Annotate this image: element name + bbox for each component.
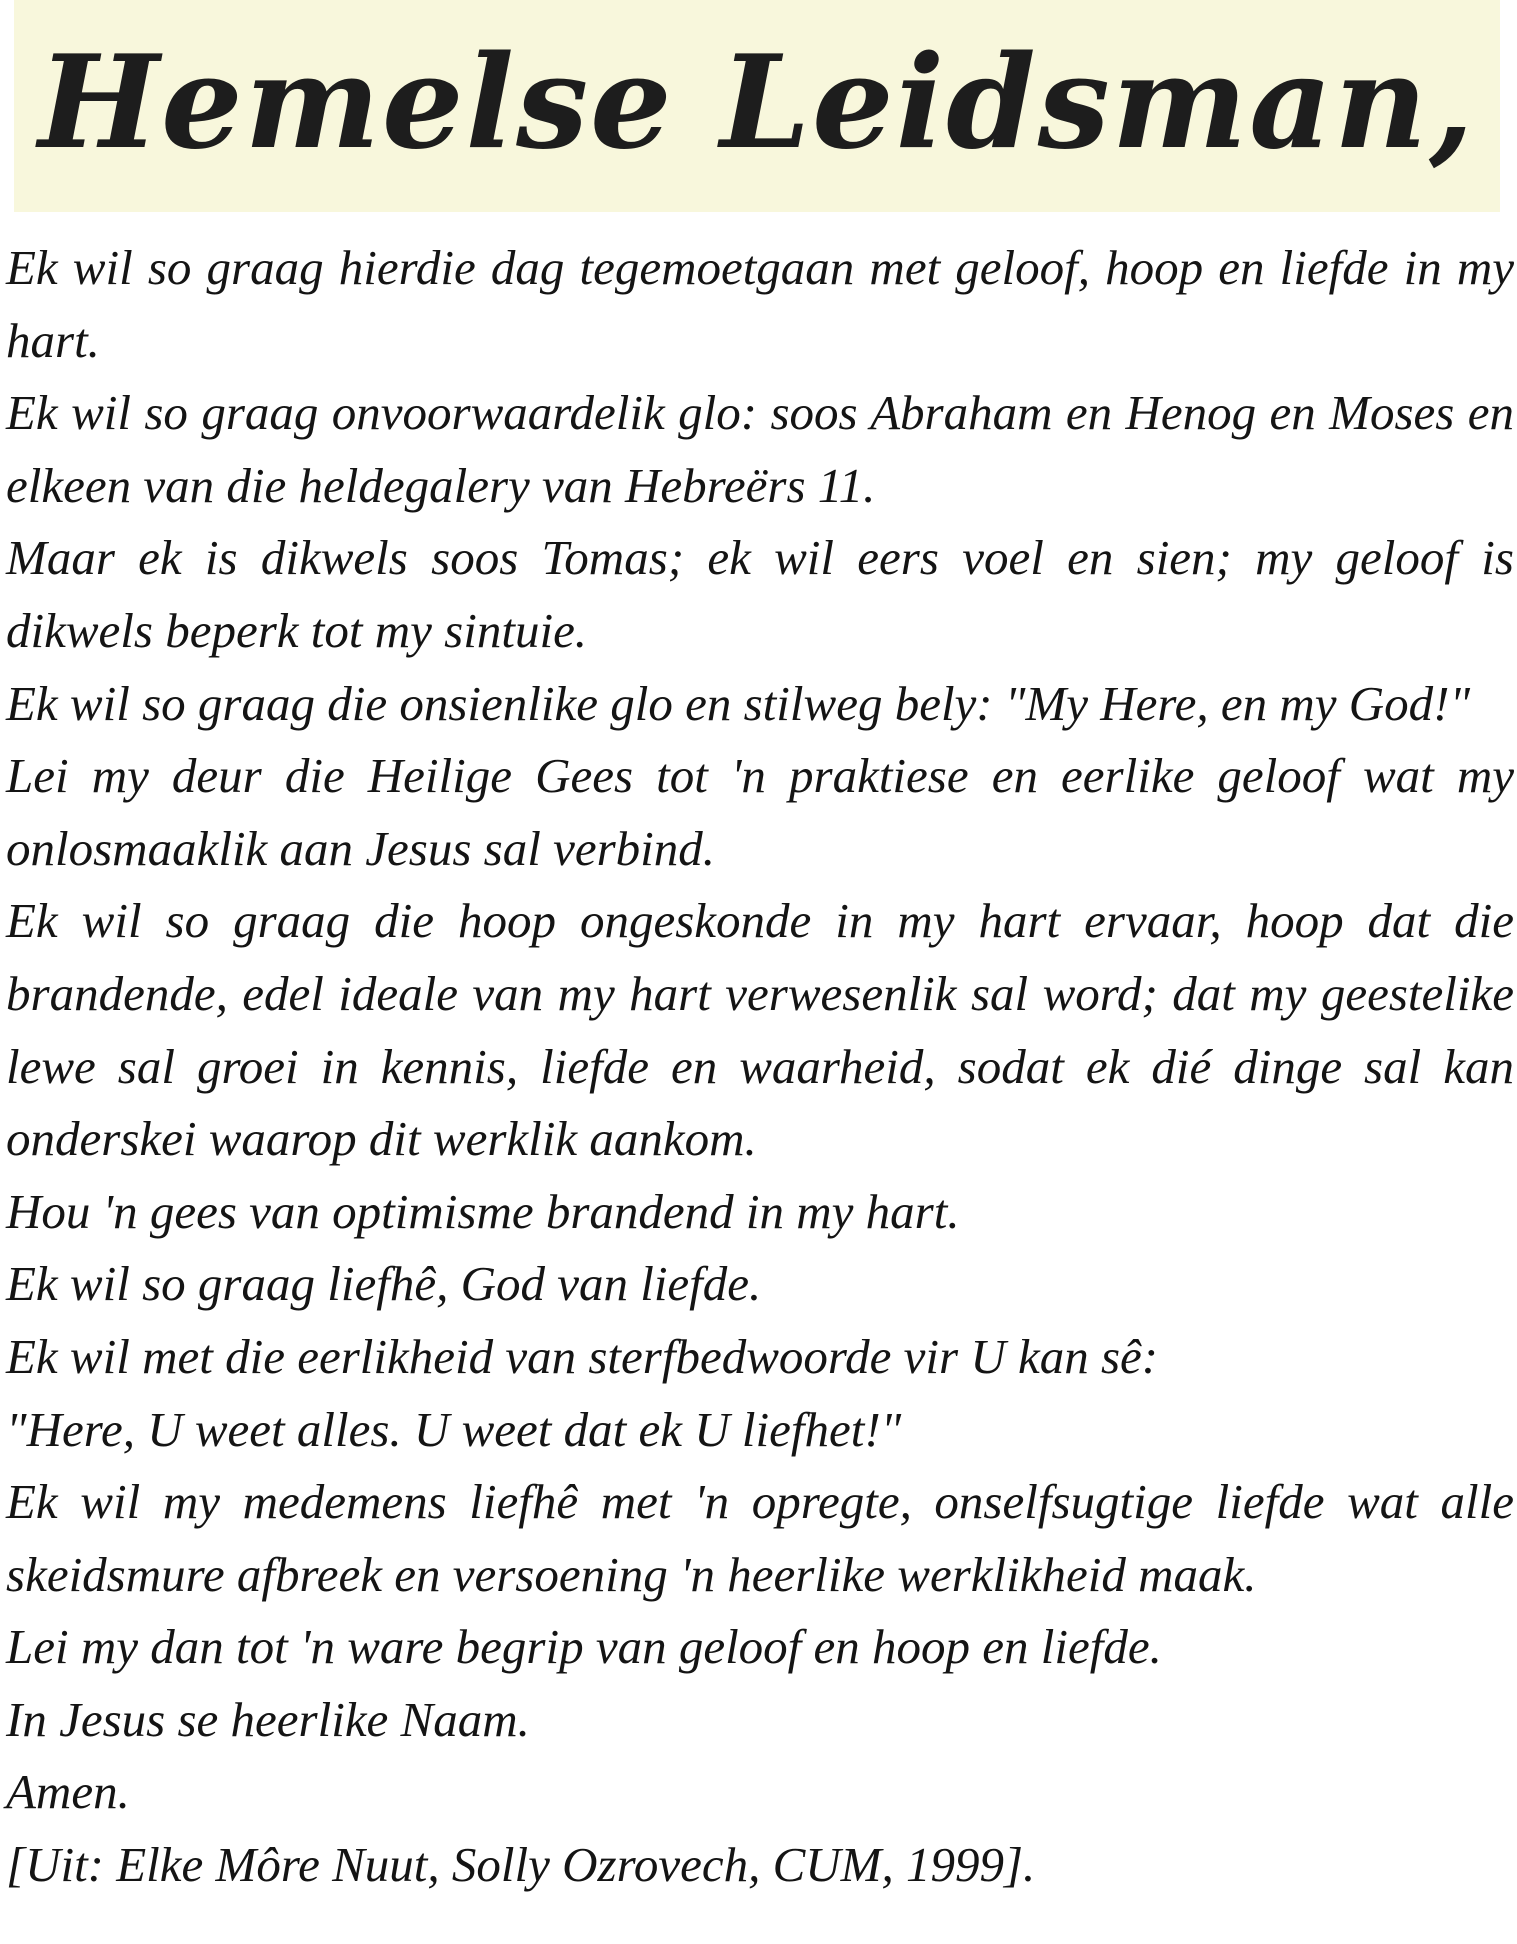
- title-banner: [14, 0, 1500, 212]
- prayer-body: [6, 232, 1514, 1902]
- paragraph-5: Lei my deur die Heilige Gees tot 'n praktiese en eerlike geloof wat my onlosmaaklik aan Jesus sal verbind.: [6, 748, 1514, 876]
- paragraph-4: Ek wil so graag die onsienlike glo en stilweg bely: "My Here, en my God!": [6, 675, 1471, 731]
- paragraph-9: Ek wil met die eerlikheid van sterfbedwoorde vir U kan sê:: [6, 1328, 1159, 1384]
- paragraph-1: Ek wil so graag hierdie dag tegemoetgaan met geloof, hoop en liefde in my hart.: [6, 240, 1514, 368]
- paragraph-3: Maar ek is dikwels soos Tomas; ek wil eers voel en sien; my geloof is dikwels beperk tot my sintuie.: [6, 530, 1514, 658]
- paragraph-6: Ek wil so graag die hoop ongeskonde in my hart ervaar, hoop dat die brandende, edel ideale van my hart verwesenlik sal word; dat my geestelike lewe sal groei in kennis, liefde en waarheid, sodat ek dié dinge sal kan onderskei waarop dit werklik aankom.: [6, 893, 1514, 1167]
- paragraph-7: Hou 'n gees van optimisme brandend in my hart.: [6, 1183, 960, 1239]
- paragraph-14: Amen.: [6, 1764, 130, 1820]
- paragraph-13: In Jesus se heerlike Naam.: [6, 1691, 530, 1747]
- paragraph-8: Ek wil so graag liefhê, God van liefde.: [6, 1256, 762, 1312]
- paragraph-11: Ek wil my medemens liefhê met 'n opregte, onselfsugtige liefde wat alle skeidsmure afbreek en versoening 'n heerlike werklikheid maak.: [6, 1474, 1514, 1602]
- paragraph-2: Ek wil so graag onvoorwaardelik glo: soos Abraham en Henog en Moses en elkeen van die heldegalery van Hebreërs 11.: [6, 385, 1514, 513]
- source-citation: [Uit: Elke Môre Nuut, Solly Ozrovech, CUM, 1999].: [6, 1837, 1036, 1893]
- paragraph-12: Lei my dan tot 'n ware begrip van geloof en hoop en liefde.: [6, 1619, 1162, 1675]
- paragraph-10: "Here, U weet alles. U weet dat ek U liefhet!": [6, 1401, 902, 1457]
- page-title: Hemelse Leidsman,: [38, 28, 1476, 178]
